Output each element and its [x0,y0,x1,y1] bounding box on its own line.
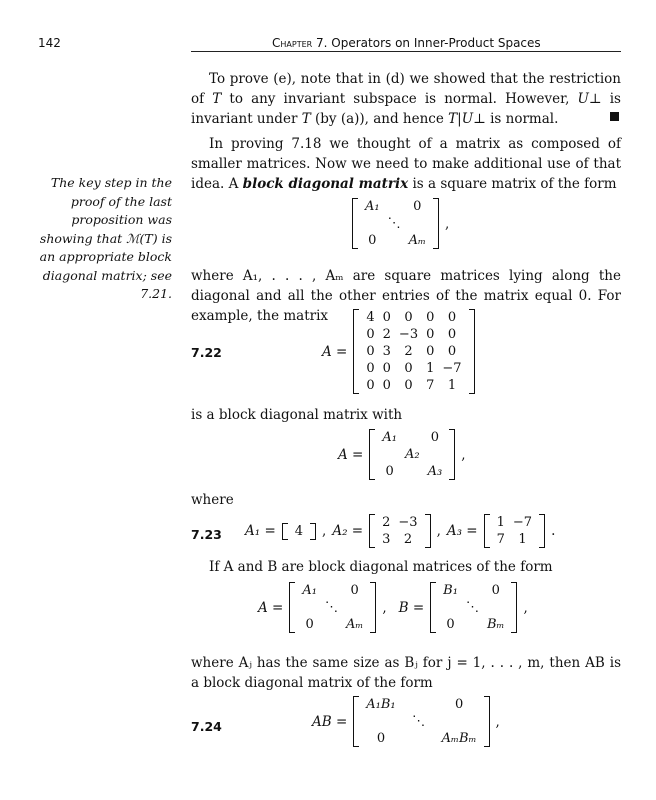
defined-term: block diagonal matrix [242,176,409,192]
margin-note: The key step in the proof of the last proposition was showing that ℳ(T) is an appropriate block diagonal matrix; see 7.21. [39,175,172,301]
matrix-AB-form [353,696,489,747]
cell: 0 [305,617,314,632]
cell: 0 [385,464,394,479]
punct: , [436,523,441,539]
matrix-cell: 0 [366,378,375,393]
block-form-matrix [352,198,439,249]
cell: A₂ [404,447,420,462]
cell: ⋱ [324,600,338,615]
matrix-cell: 0 [426,344,435,359]
matrix-cell: 2 [382,515,391,530]
equation-lhs: A = [258,599,284,616]
cell: ⋱ [387,216,401,231]
cell: B₁ [443,583,458,598]
punct: . [551,523,556,539]
cell: Aₘ [345,617,364,632]
matrix-cell: 2 [404,344,413,359]
text-span: is normal. [485,111,559,127]
header-rule [191,51,621,52]
cell: Aₘ [408,233,426,248]
punct: , [461,446,466,463]
punct: , [444,215,450,232]
chapter-title: Operators on Inner-Product Spaces [331,36,541,50]
matrix-cell: 1 [426,361,435,376]
equation-lhs: A₂ = [332,523,364,539]
math-symbol: T|U⊥ [448,111,486,127]
cell: A₁ [365,199,380,214]
equation-lhs: A₃ = [446,523,478,539]
equation-lhs: A = [338,446,364,463]
cell: AₘBₘ [441,731,477,746]
paragraph-block-with: is a block diagonal matrix with [191,407,403,423]
matrix-cell: 3 [382,532,391,547]
block-form-equation [352,198,449,249]
equation-lhs: AB = [312,713,348,730]
math-symbol: T [212,91,222,107]
cell: 0 [491,583,500,598]
equation-7-23 [245,514,555,548]
paragraph-where: where [191,492,234,508]
text-span: To prove (e), note that in (d) we showed that the restriction of [191,71,621,107]
equation-lhs: A = [322,343,348,360]
matrix-A2 [369,514,430,548]
cell: A₁ [382,430,397,445]
equation-lhs: B = [398,599,425,616]
matrix-cell: 2 [382,327,391,342]
paragraph-where-square: where A₁, . . . , Aₘ are square matrices lying along the diagonal and all the other entries of the matrix equal 0. For example, the matrix [191,268,621,324]
matrix-cell: 3 [382,344,391,359]
matrix-cell: 7 [426,378,435,393]
matrix-cell: 0 [382,310,391,325]
text-span: (by (a)), and hence [310,111,449,127]
matrix-cell: 0 [366,327,375,342]
matrix-cell: 2 [403,532,413,547]
punct: , [382,599,387,616]
matrix-A-blocks [369,429,455,480]
equation-A-B-forms [258,582,528,633]
qed-square [610,112,619,121]
text-span: is invariant under [191,91,621,127]
matrix-cell: 0 [366,344,375,359]
equation-lhs: A₁ = [245,523,276,539]
cell: 0 [368,233,377,248]
cell: 0 [446,617,455,632]
text-span: is a square matrix of the form [408,176,617,192]
chapter-label: Chapter 7. [272,36,328,50]
punct: , [322,523,327,539]
cell: ⋱ [465,600,479,615]
cell: 0 [376,731,386,746]
matrix-cell: 0 [447,310,457,325]
matrix-cell: 0 [426,327,435,342]
matrix-B-form [430,582,517,633]
cell: 0 [350,583,359,598]
paragraph-if-A-B: If A and B are block diagonal matrices of the form [209,559,553,575]
equation-7-22 [322,309,475,394]
paragraph-where-Aj: where Aⱼ has the same size as Bⱼ for j = 1, . . . , m, then AB is a block diagonal matrix of the form [191,655,621,691]
matrix-A1 [282,523,316,540]
matrix-A-form [289,582,376,633]
text-span: In proving 7.18 we thought of a matrix as composed of smaller matrices. Now we need to make additional use of that idea. A [191,136,621,192]
paragraph-block-def [191,134,621,194]
matrix-cell: 0 [366,361,375,376]
matrix-cell: 0 [404,361,413,376]
matrix-cell: 0 [426,310,435,325]
matrix-cell: −3 [398,327,419,342]
matrix-cell: 0 [382,378,391,393]
paragraph-proof-e [191,69,621,129]
cell: A₁ [302,583,317,598]
equation-A-blocks [338,429,465,480]
running-header [272,36,541,50]
cell: 0 [413,199,422,214]
matrix-7-22 [353,309,474,394]
math-symbol: U⊥ [577,91,602,107]
matrix-cell: 0 [404,310,413,325]
cell: 0 [454,697,464,712]
matrix-cell: −7 [442,361,462,376]
cell: A₁B₁ [366,697,396,712]
equation-7-24 [312,696,500,747]
page-number: 142 [38,36,61,50]
matrix-cell: 0 [447,344,457,359]
cell: A₃ [427,464,443,479]
cell: Bₘ [486,617,505,632]
matrix-A3 [484,514,545,548]
matrix-cell: 0 [382,361,391,376]
matrix-cell: 7 [496,532,505,547]
matrix-cell: 1 [447,378,457,393]
matrix-cell: −7 [512,515,533,530]
cell: 0 [430,430,440,445]
equation-label-7-23: 7.23 [191,527,222,542]
cell: ⋱ [412,714,426,729]
cell: 4 [294,523,304,539]
math-symbol: T [301,111,311,127]
matrix-cell: 4 [366,310,375,325]
punct: , [495,713,500,730]
matrix-cell: −3 [398,515,418,530]
text-span: to any invariant subspace is normal. However, [221,91,578,107]
matrix-cell: 1 [518,532,527,547]
matrix-cell: 1 [496,515,505,530]
equation-label-7-22: 7.22 [191,345,222,360]
matrix-cell: 0 [447,327,457,342]
matrix-cell: 0 [404,378,413,393]
equation-label-7-24: 7.24 [191,719,222,734]
punct: , [523,599,528,616]
